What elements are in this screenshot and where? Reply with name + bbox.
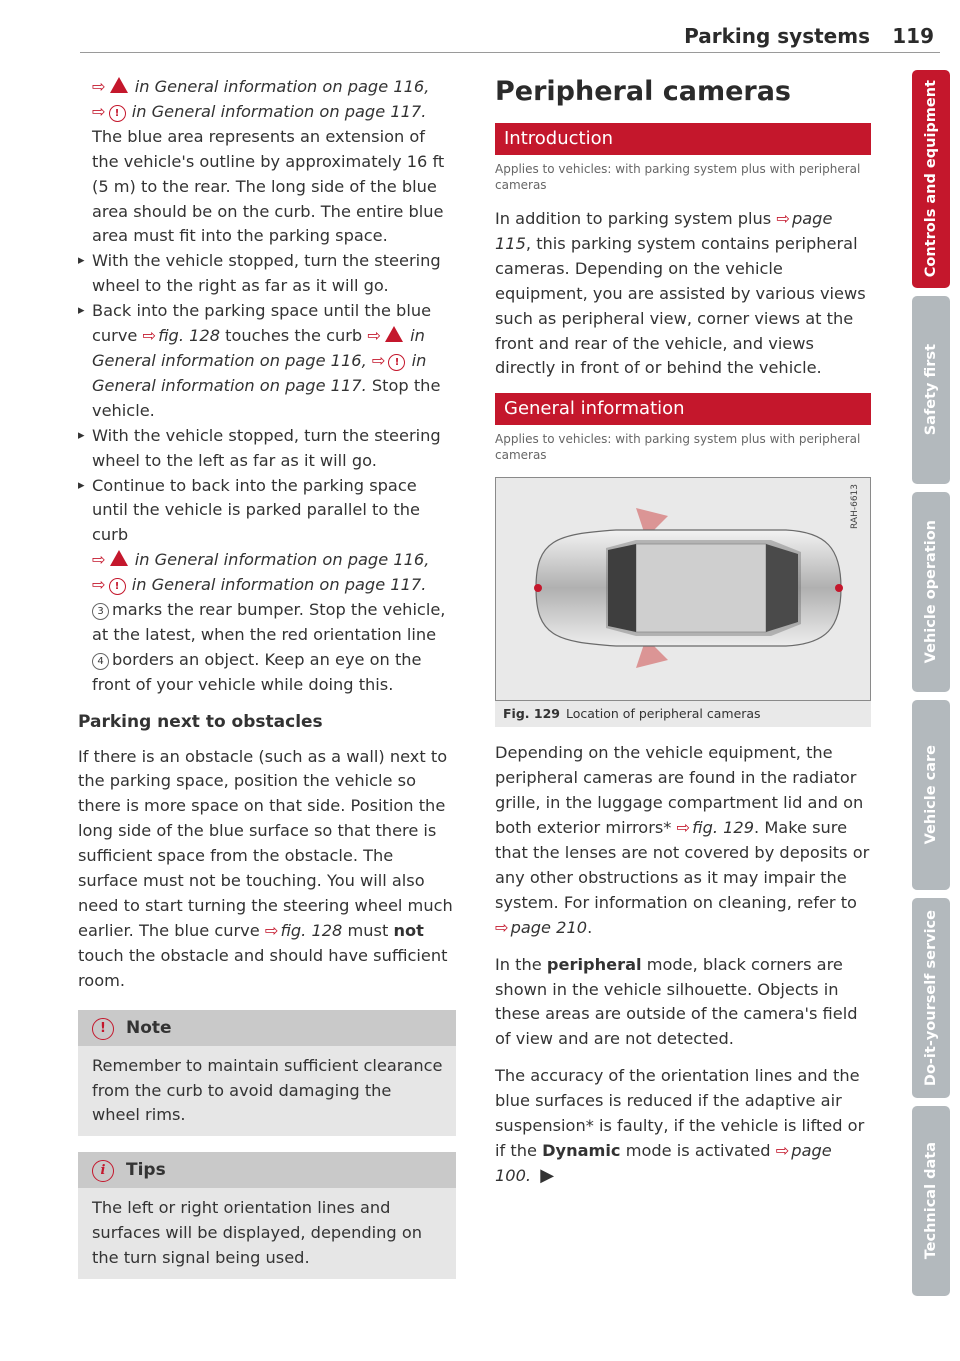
note-icon: ! <box>388 354 405 371</box>
tips-box <box>78 1152 456 1279</box>
figure-caption: Fig. 129 Location of peripheral cameras <box>495 701 871 727</box>
introduction-bar: Introduction <box>495 123 871 155</box>
peripheral-mode-paragraph: In the peripheral mode, black corners are shown in the vehicle silhouette. Objects in these areas are outside of the camera's field of view and are not detected. <box>495 954 858 1049</box>
page-header <box>80 22 940 53</box>
page-title: Peripheral cameras <box>495 76 791 107</box>
tab-technical-data[interactable]: Technical data <box>912 1106 950 1296</box>
step-1: ▸ With the vehicle stopped, turn the steering wheel to the right as far as it will go. <box>78 249 456 299</box>
note-icon: ! <box>109 578 126 595</box>
left-column <box>78 75 456 1279</box>
continue-arrow-icon: ▶ <box>540 1164 555 1186</box>
note-box-text: Remember to maintain sufficient clearance from the curb to avoid damaging the wheel rims. <box>92 1055 443 1125</box>
page-link[interactable]: page 100. <box>495 1140 832 1185</box>
tab-do-it-yourself-service[interactable]: Do-it-yourself service <box>912 898 950 1098</box>
car-top-view <box>496 478 870 700</box>
figure-code: RAH-6613 <box>850 484 861 530</box>
info-icon: i <box>92 1160 114 1182</box>
section-title: Parking systems <box>684 24 870 48</box>
tips-box-text: The left or right orientation lines and surfaces will be displayed, depending on the turn signal being used. <box>92 1198 423 1268</box>
step-3: ▸ With the vehicle stopped, turn the steering wheel to the left as far as it will go. <box>78 424 456 474</box>
note-link[interactable]: in General information on page 117. <box>131 101 427 121</box>
intro-paragraph: The blue area represents an extension of the vehicle's outline by approximately 16 ft (5 m) to the rear. The long side of the blue area should be on the curb. The entire blue area must fit into the parking space. <box>92 126 445 246</box>
page-link[interactable]: page 115 <box>495 209 833 253</box>
introduction-paragraph: In addition to parking system plus ⇨ page 115, this parking system contains peripheral cameras. Depending on the vehicle equipment, you are assisted by various views such as peripheral view, corner views at the front and rear of the vehicle, and views directly in front of or behind the vehicle. <box>495 209 866 378</box>
right-column <box>495 75 871 1201</box>
front-camera <box>534 584 542 592</box>
tips-box-header: i Tips <box>78 1152 456 1188</box>
general-information-bar: General information <box>495 393 871 425</box>
tab-vehicle-care[interactable]: Vehicle care <box>912 700 950 890</box>
note-link[interactable]: in General information on page 117. <box>131 575 427 595</box>
page-number: 119 <box>892 24 934 48</box>
warning-icon <box>385 326 403 342</box>
step-2: ▸ Back into the parking space until the blue curve ⇨ fig. 128 touches the curb ⇨ in General information on page 116, ⇨ ! in General information on page 117. Stop the vehicle. <box>78 299 456 424</box>
warning-reference: ⇨ in General information on page 116, ⇨ ! in General information on page 117. <box>92 77 430 121</box>
note-icon: ! <box>92 1018 114 1040</box>
warning-link[interactable]: in General information on page 116, <box>134 550 430 570</box>
applies-note: Applies to vehicles: with parking system plus with peripheral cameras <box>495 432 861 463</box>
tab-controls-and-equipment[interactable]: Controls and equipment <box>912 70 950 288</box>
callout-4: 4 <box>92 653 109 670</box>
note-icon: ! <box>109 105 126 122</box>
figure-link[interactable]: fig. 128 <box>280 920 343 940</box>
obstacles-paragraph: If there is an obstacle (such as a wall) next to the parking space, position the vehicle so there is more space on that side. Position the long side of the blue surface so that there is sufficient space from the obstacle. The surface must not be touching. You will also need to start turning the steering wheel much earlier. The blue curve ⇨ fig. 128 must not touch the obstacle and should have sufficient room. <box>78 746 453 990</box>
tab-safety-first[interactable]: Safety first <box>912 296 950 484</box>
rear-camera <box>835 584 843 592</box>
warning-icon <box>110 550 128 566</box>
accuracy-paragraph: The accuracy of the orientation lines and the blue surfaces is reduced if the adaptive air suspension* is faulty, if the vehicle is lifted or if the Dynamic mode is activated ⇨ page 100. ▶ <box>495 1066 865 1186</box>
tab-vehicle-operation[interactable]: Vehicle operation <box>912 492 950 692</box>
figure-129 <box>495 477 871 701</box>
callout-3: 3 <box>92 603 109 620</box>
figure-link[interactable]: fig. 129 <box>692 818 755 838</box>
note-link[interactable]: in General information on page 117. <box>92 350 427 395</box>
warning-link[interactable]: in General information on page 116, <box>134 77 430 96</box>
note-box-header: ! Note <box>78 1010 456 1046</box>
note-box <box>78 1010 456 1137</box>
step-4: ▸ Continue to back into the parking space until the vehicle is parked parallel to the curb ⇨ in General information on page 116, ⇨ ! in General information on page 117. 3 marks the rear bumper. Stop the vehicle, at the latest, when the red orientation line 4 borders an object. Keep an eye on the front of your vehicle while doing this. <box>78 474 456 698</box>
page-link[interactable]: page 210 <box>510 917 588 937</box>
camera-location-paragraph: Depending on the vehicle equipment, the peripheral cameras are found in the radiator grille, in the luggage compartment lid and on both exterior mirrors* ⇨ fig. 129. Make sure that the lenses are not covered by deposits or any other obstructions as it may impair the system. For information on cleaning, refer to ⇨ page 210. <box>495 743 870 937</box>
figure-link[interactable]: fig. 128 <box>158 326 221 346</box>
warning-icon <box>110 77 128 93</box>
applies-note: Applies to vehicles: with parking system plus with peripheral cameras <box>495 162 861 192</box>
warning-link[interactable]: in General information on page 116, <box>92 326 425 370</box>
obstacles-heading: Parking next to obstacles <box>78 711 323 732</box>
